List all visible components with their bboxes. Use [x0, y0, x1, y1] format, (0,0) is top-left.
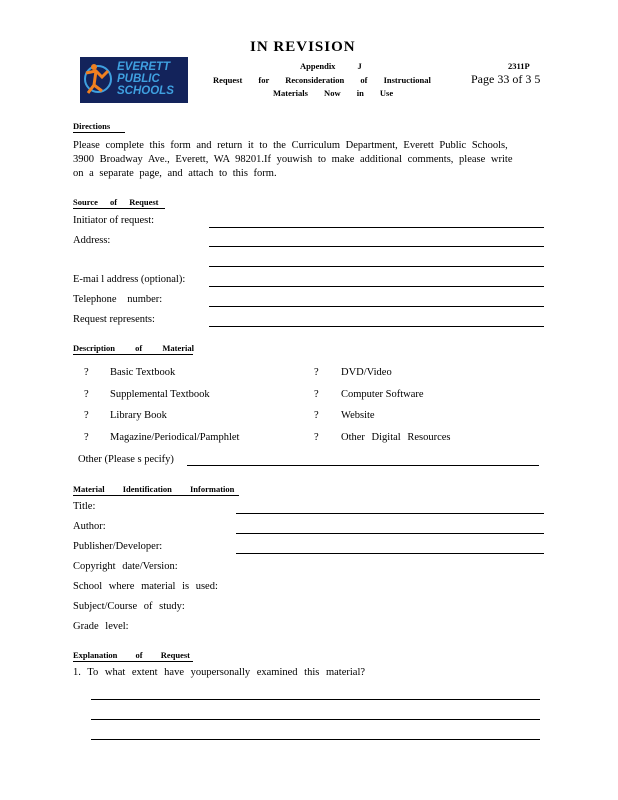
other-specify-label: Other (Please s pecify) [78, 454, 174, 465]
title-field[interactable] [236, 513, 544, 514]
telephone-field[interactable] [209, 306, 544, 307]
publisher-field[interactable] [236, 553, 544, 554]
question-1: 1. To what extent have youpersonally examined this material? [73, 667, 366, 678]
logo [80, 57, 188, 103]
checkbox-supplemental-textbook[interactable]: ? [84, 389, 89, 400]
copyright-label: Copyright date/Version: [73, 561, 178, 572]
option-website: Website [341, 410, 375, 421]
logo-line-2: PUBLIC [117, 73, 160, 85]
author-label: Author: [73, 521, 106, 532]
checkbox-magazine[interactable]: ? [84, 432, 89, 443]
email-label: E-mai l address (optional): [73, 274, 186, 285]
logo-line-1: EVERETT [117, 61, 171, 73]
option-dvd-video: DVD/Video [341, 367, 392, 378]
other-specify-field[interactable] [187, 465, 539, 466]
grade-label: Grade level: [73, 621, 129, 632]
logo-line-3: SCHOOLS [117, 85, 174, 97]
policy-code: 2311P [508, 61, 530, 71]
option-computer-software: Computer Software [341, 389, 424, 400]
source-heading: Source of Request [73, 197, 165, 209]
checkbox-computer-software[interactable]: ? [314, 389, 319, 400]
form-subtitle-line1: Request for Reconsideration of Instructional [213, 75, 431, 85]
page-title: IN REVISION [250, 39, 356, 55]
checkbox-website[interactable]: ? [314, 410, 319, 421]
email-field[interactable] [209, 286, 544, 287]
logo-figure-icon [80, 57, 116, 103]
identification-heading: Material Identification Information [73, 484, 239, 496]
address-field-2[interactable] [209, 266, 544, 267]
option-library-book: Library Book [110, 410, 167, 421]
subject-label: Subject/Course of study: [73, 601, 185, 612]
page-number: Page 33 of 3 5 [471, 72, 541, 86]
directions-heading: Directions [73, 121, 125, 133]
initiator-field[interactable] [209, 227, 544, 228]
description-heading: Description of Material [73, 343, 194, 353]
directions-text: Please complete this form and return it to the Curriculum Department, Everett Public Schools, 3900 Broadway Ave., Everett, WA 98201.If youwish to make additional comments, please write on a separate page, and attach to this form. [73, 140, 513, 179]
initiator-label: Initiator of request: [73, 215, 155, 226]
explanation-heading: Explanation of Request [73, 650, 193, 662]
answer-line-1[interactable] [91, 699, 540, 700]
answer-line-2[interactable] [91, 719, 540, 720]
checkbox-dvd-video[interactable]: ? [314, 367, 319, 378]
form-subtitle-line2: Materials Now in Use [273, 88, 394, 98]
publisher-label: Publisher/Developer: [73, 541, 163, 552]
title-label: Title: [73, 501, 96, 512]
checkbox-library-book[interactable]: ? [84, 410, 89, 421]
checkbox-other-digital[interactable]: ? [314, 432, 319, 443]
option-magazine: Magazine/Periodical/Pamphlet [110, 432, 240, 443]
option-other-digital: Other Digital Resources [341, 432, 451, 443]
author-field[interactable] [236, 533, 544, 534]
school-label: School where material is used: [73, 581, 218, 592]
represents-field[interactable] [209, 326, 544, 327]
answer-line-3[interactable] [91, 739, 540, 740]
appendix-label: Appendix J [300, 61, 362, 71]
checkbox-basic-textbook[interactable]: ? [84, 367, 89, 378]
option-supplemental-textbook: Supplemental Textbook [110, 389, 210, 400]
represents-label: Request represents: [73, 314, 155, 325]
telephone-label: Telephone number: [73, 294, 163, 305]
address-label: Address: [73, 235, 111, 246]
option-basic-textbook: Basic Textbook [110, 367, 176, 378]
address-field-1[interactable] [209, 246, 544, 247]
